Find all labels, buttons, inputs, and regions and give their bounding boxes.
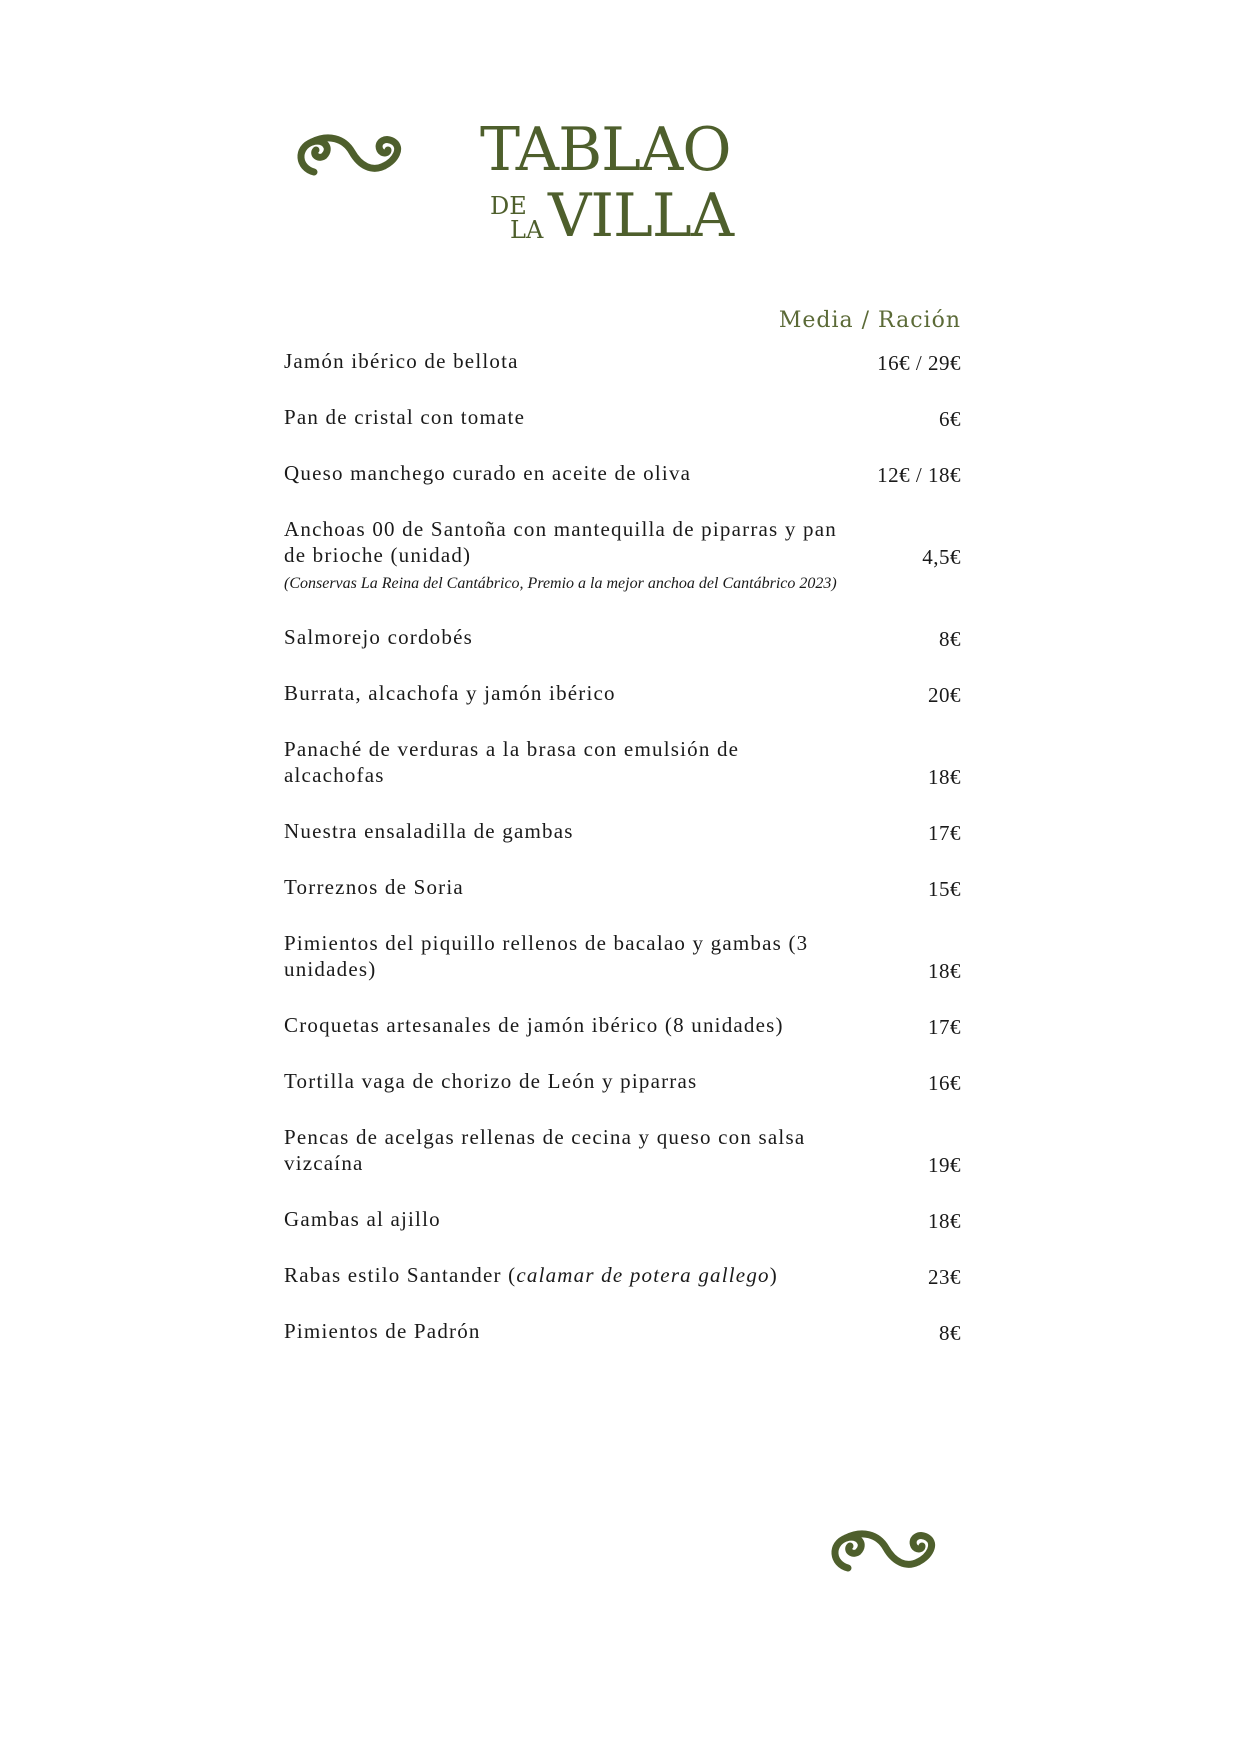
menu-item-name: Jamón ibérico de bellota: [284, 349, 519, 373]
menu-item-name: Pimientos del piquillo rellenos de bacalao y gambas (3 unidades): [284, 931, 809, 981]
menu-item: [284, 460, 961, 486]
menu-item: [284, 680, 961, 706]
menu-item: [284, 736, 961, 788]
menu-item: [284, 624, 961, 650]
menu-item: [284, 1068, 961, 1094]
brand-logo: [480, 115, 740, 251]
menu-item-price: 17€: [928, 821, 961, 845]
menu-item: [284, 930, 961, 982]
menu-item: [284, 348, 961, 374]
menu-item: [284, 516, 961, 594]
menu-item-name-prefix: Rabas estilo Santander (: [284, 1263, 517, 1287]
brand-la: LA: [510, 216, 544, 244]
menu-item-name: Pimientos de Padrón: [284, 1319, 481, 1343]
menu-item-name: Gambas al ajillo: [284, 1207, 441, 1231]
menu-item-price: 16€ / 29€: [877, 351, 961, 375]
price-column-header: Media / Ración: [778, 308, 961, 333]
menu-item-price: 18€: [928, 765, 961, 789]
menu-item-price: 23€: [928, 1265, 961, 1289]
menu-item-name: Pan de cristal con tomate: [284, 405, 526, 429]
menu-item-name: Croquetas artesanales de jamón ibérico (8 unidades): [284, 1013, 784, 1037]
swirl-ornament-bottom-icon: [826, 1524, 948, 1584]
menu-item-name: Panaché de verduras a la brasa con emulsión de alcachofas: [284, 737, 740, 787]
menu-item-price: 15€: [928, 877, 961, 901]
brand-line2: VILLA: [548, 181, 734, 251]
menu-item-price: 8€: [939, 627, 961, 651]
menu-item-name: Queso manchego curado en aceite de oliva: [284, 461, 692, 485]
menu-item: [284, 1124, 961, 1176]
menu-item-note: (Conservas La Reina del Cantábrico, Premio a la mejor anchoa del Cantábrico 2023): [284, 575, 837, 592]
menu-item: [284, 818, 961, 844]
menu-item-price: 19€: [928, 1153, 961, 1177]
menu-item-name: Tortilla vaga de chorizo de León y piparras: [284, 1069, 698, 1093]
menu-item-price: 20€: [928, 683, 961, 707]
menu-item-price: 18€: [928, 959, 961, 983]
swirl-ornament-top-icon: [292, 128, 414, 188]
menu-item-name: Pencas de acelgas rellenas de cecina y queso con salsa vizcaína: [284, 1125, 806, 1175]
menu-item-name: [284, 1262, 844, 1288]
menu-item-name-suffix: ): [769, 1263, 778, 1287]
menu-item-price: 18€: [928, 1209, 961, 1233]
menu-item-name: Burrata, alcachofa y jamón ibérico: [284, 681, 616, 705]
menu-item-price: 12€ / 18€: [877, 463, 961, 487]
menu-item: [284, 1318, 961, 1344]
menu-item-price: 6€: [939, 407, 961, 431]
menu-item-name: Anchoas 00 de Santoña con mantequilla de piparras y pan de brioche (unidad): [284, 517, 837, 567]
brand-de: DE: [490, 192, 527, 220]
menu-item-price: 8€: [939, 1321, 961, 1345]
brand-line1: TABLAO: [480, 115, 731, 185]
menu-item: [284, 1012, 961, 1038]
menu-item: [284, 874, 961, 900]
menu-item-price: 4,5€: [922, 545, 961, 569]
menu-item-price: 16€: [928, 1071, 961, 1095]
menu-item: [284, 1206, 961, 1232]
menu-item-name: Nuestra ensaladilla de gambas: [284, 819, 574, 843]
menu-item-price: 17€: [928, 1015, 961, 1039]
menu-item-name: Torreznos de Soria: [284, 875, 464, 899]
menu-item-name: Salmorejo cordobés: [284, 625, 473, 649]
menu-item: [284, 1262, 961, 1288]
menu-item: [284, 404, 961, 430]
menu-list: [284, 348, 961, 1374]
menu-item-name-italic: calamar de potera gallego: [516, 1263, 770, 1287]
